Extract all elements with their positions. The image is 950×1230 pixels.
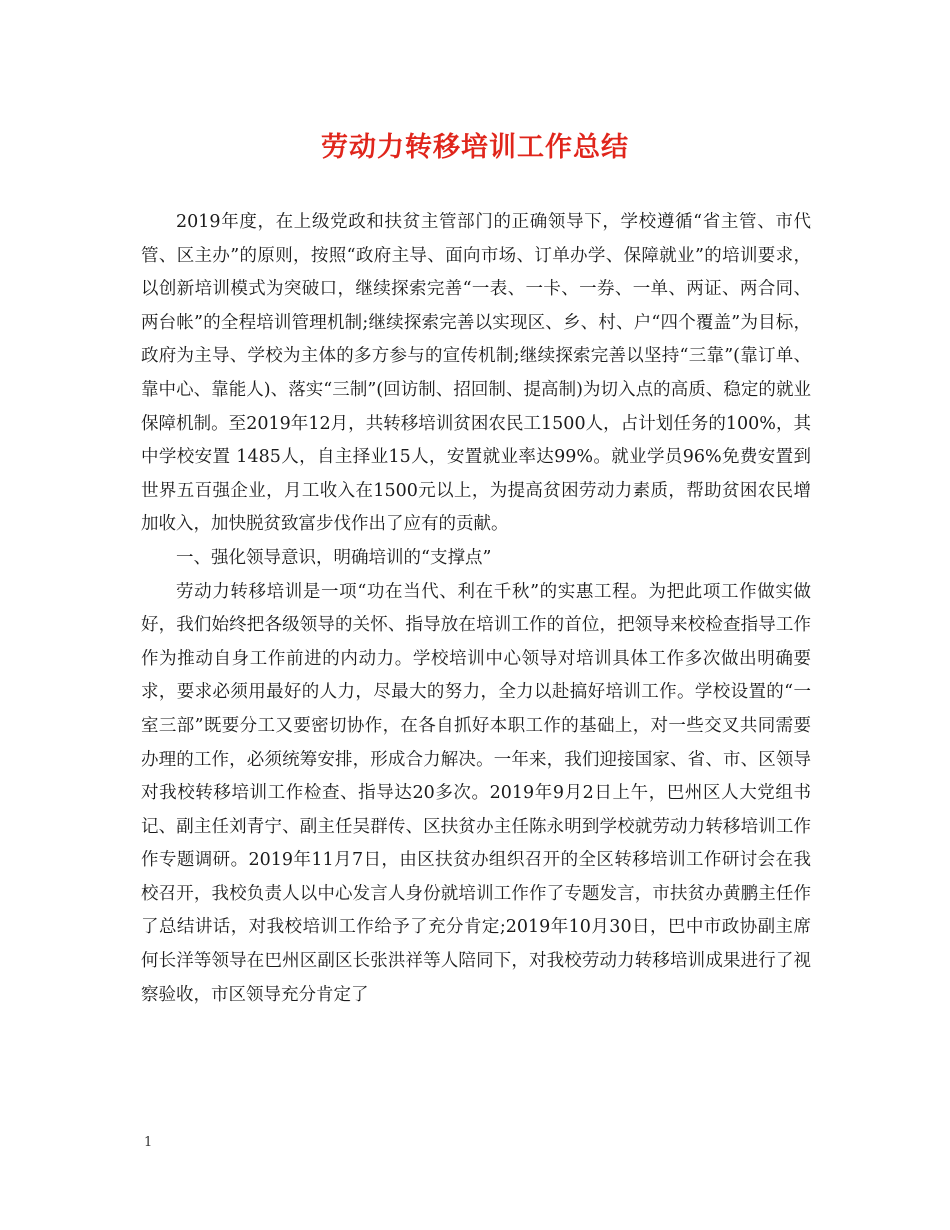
section-heading-1: 一、强化领导意识，明确培训的“支撑点” [176,547,492,568]
page-number: 1 [144,1135,153,1150]
paragraph-section-1: 劳动力转移培训是一项“功在当代、利在千秋”的实惠工程。为把此项工作做实做好，我们始终把各级领导的关怀、指导放在培训工作的首位，把领导来校检查指导工作作为推动自身工作前进的内动力。学校培训中心领导对培训具体工作多次做出明确要求，要求必须用最好的人力，尽最大的努力，全力以赴搞好培训工作。学校设置的“一室三部”既要分工又要密切协作，在各自抓好本职工作的基础上，对一些交叉共同需要办理的工作，必须统筹安排，形成合力解决。一年来，我们迎接国家、省、市、区领导对我校转移培训工作检查、指导达20多次。2019年9月2日上午，巴州区人大党组书记、副主任刘青宁、副主任吴群传、区扶贫办主任陈永明到学校就劳动力转移培训工作作专题调研。2019年11月7日，由区扶贫办组织召开的全区转移培训工作研讨会在我校召开，我校负责人以中心发言人身份就培训工作作了专题发言，市扶贫办黄鹏主任作了总结讲话，对我校培训工作给予了充分肯定;2019年10月30日，巴中市政协副主席何长洋等领导在巴州区副区长张洪祥等人陪同下，对我校劳动力转移培训成果进行了视察验收，市区领导充分肯定了 [141,581,811,1005]
document-body [141,206,811,1012]
paragraph-intro: 2019年度，在上级党政和扶贫主管部门的正确领导下，学校遵循“省主管、市代管、区主办”的原则，按照“政府主导、面向市场、订单办学、保障就业”的培训要求，以创新培训模式为突破口，继续探索完善“一表、一卡、一券、一单、两证、两合同、两台帐”的全程培训管理机制;继续探索完善以实现区、乡、村、户“四个覆盖”为目标，政府为主导、学校为主体的多方参与的宣传机制;继续探索完善以坚持“三靠”(靠订单、靠中心、靠能人)、落实“三制”(回访制、招回制、提高制)为切入点的高质、稳定的就业保障机制。至2019年12月，共转移培训贫困农民工1500人，占计划任务的100%，其中学校安置 1485人，自主择业15人，安置就业率达99%。就业学员96%免费安置到世界五百强企业，月工收入在1500元以上，为提高贫困劳动力素质，帮助贫困农民增加收入，加快脱贫致富步伐作出了应有的贡献。 [141,212,811,535]
document-title: 劳动力转移培训工作总结 [321,132,629,163]
